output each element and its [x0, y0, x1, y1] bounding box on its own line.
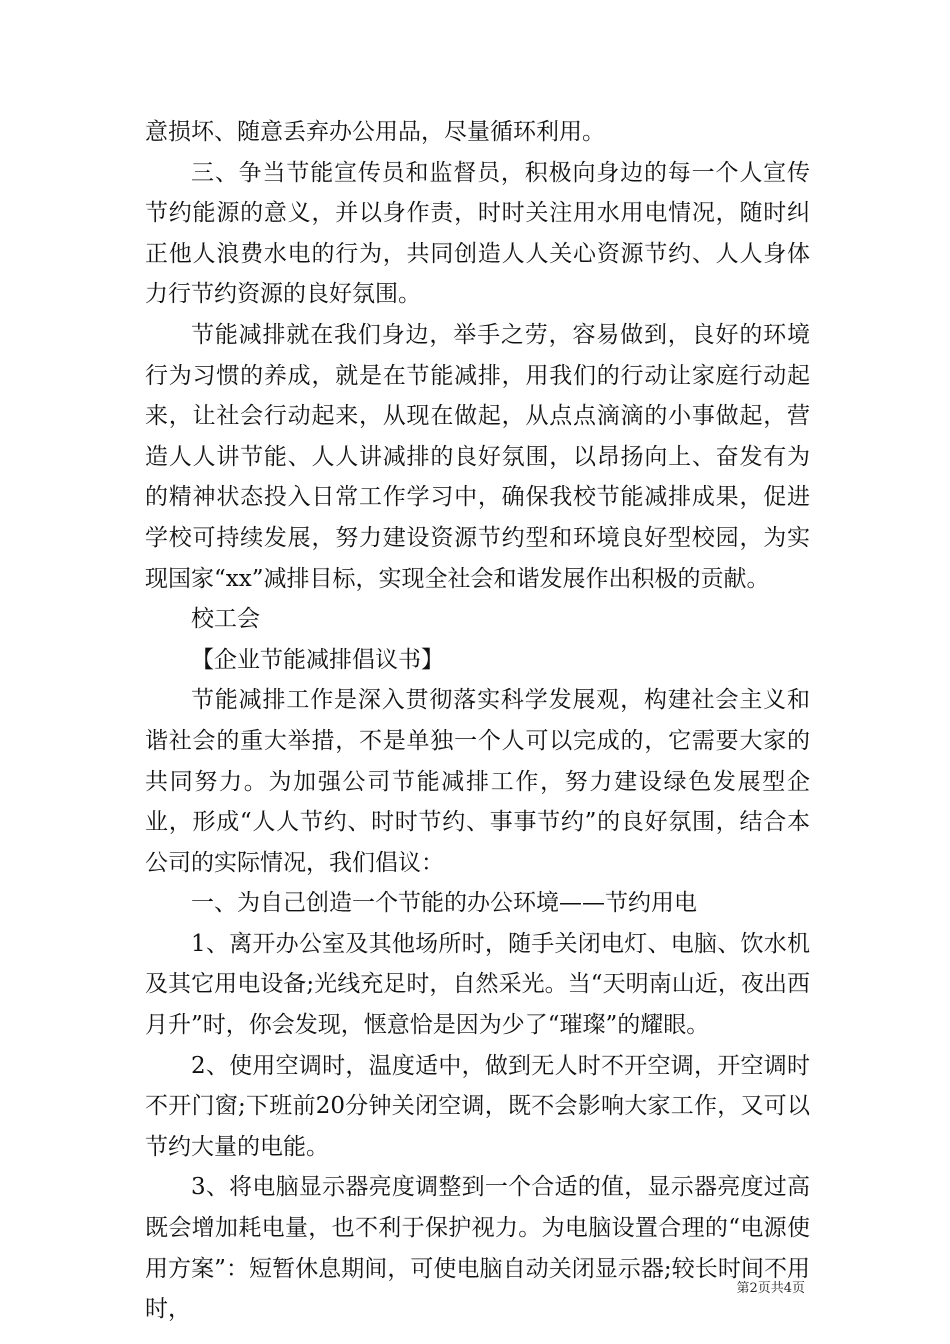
paragraph-1: 意损坏、随意丢弃办公用品，尽量循环利用。 [145, 119, 605, 145]
section-heading: 【企业节能减排倡议书】 [191, 646, 444, 673]
paragraph-9: 2、使用空调时，温度适中，做到无人时不开空调，开空调时不开门窗;下班前20分钟关闭空调，既不会影响大家工作，又可以节约大量的电能。 [145, 1052, 810, 1160]
paragraph-3: 节能减排就在我们身边，举手之劳，容易做到，良好的环境行为习惯的养成，就是在节能减排，用我们的行动让家庭行动起来，让社会行动起来，从现在做起，从点点滴滴的小事做起，营造人人讲节能、人人讲减排的良好氛围，以昂扬向上、奋发有为的精神状态投入日常工作学习中，确保我校节能减排成果，促进学校可持续发展，努力建设资源节约型和环境良好型校园，为实现国家“xx”减排目标，实现全社会和谐发展作出积极的贡献。 [145, 321, 810, 592]
paragraph-7: 一、为自己创造一个节能的办公环境——节约用电 [191, 890, 697, 917]
signature-line: 校工会 [191, 606, 260, 633]
paragraph-8: 1、离开办公室及其他场所时，随手关闭电灯、电脑、饮水机及其它用电设备;光线充足时，自然采光。当“天明南山近，夜出西月升”时，你会发现，惬意恰是因为少了“璀璨”的耀眼。 [145, 930, 810, 1039]
document-body [145, 112, 810, 1330]
page-number-footer: 第2页共4页 [736, 1281, 805, 1296]
paragraph-6: 节能减排工作是深入贯彻落实科学发展观，构建社会主义和谐社会的重大举措，不是单独一个人可以完成的，它需要大家的共同努力。为加强公司节能减排工作，努力建设绿色发展型企业，形成“人人节约、时时节约、事事节约”的良好氛围，结合本公司的实际情况，我们倡议： [145, 687, 810, 876]
paragraph-2: 三、争当节能宣传员和监督员，积极向身边的每一个人宣传节约能源的意义，并以身作责，时时关注用水用电情况，随时纠正他人浪费水电的行为，共同创造人人关心资源节约、人人身体力行节约资源的良好氛围。 [145, 159, 810, 308]
paragraph-10: 3、将电脑显示器亮度调整到一个合适的值，显示器亮度过高既会增加耗电量，也不利于保护视力。为电脑设置合理的“电源使用方案”：短暂休息期间，可使电脑自动关闭显示器;较长时间不用时， [145, 1174, 810, 1323]
